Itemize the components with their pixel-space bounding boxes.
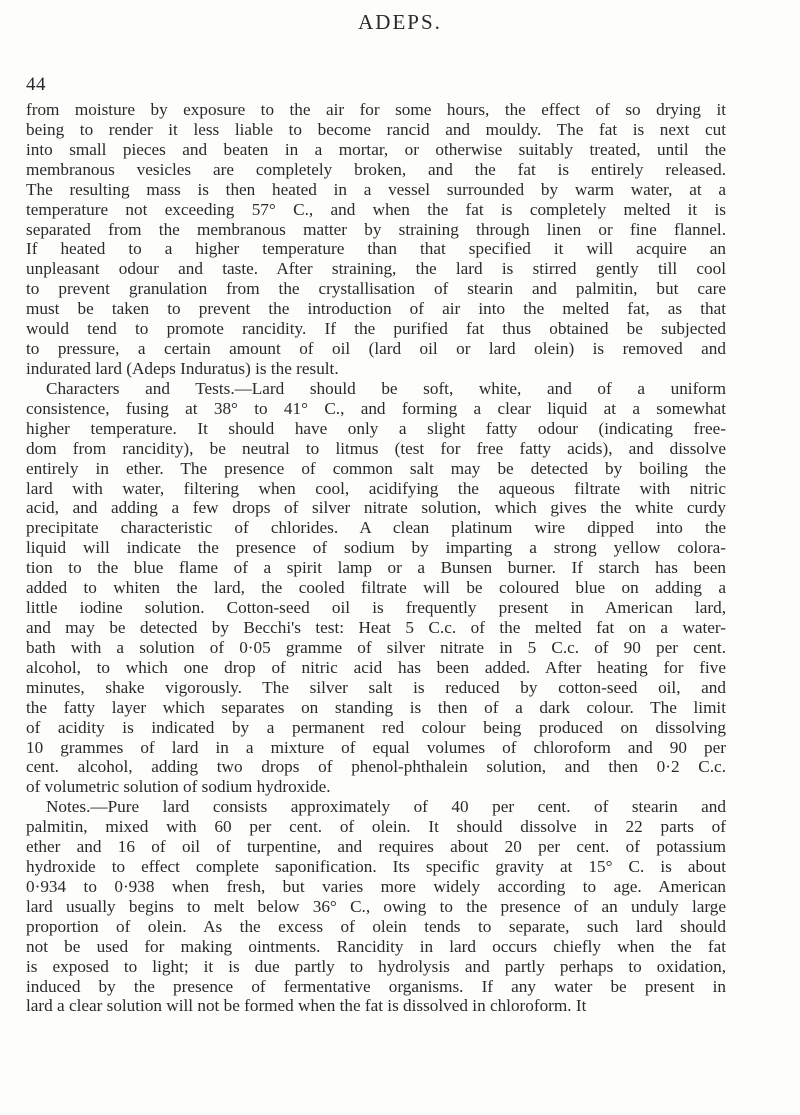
text-line: little iodine solution. Cotton-seed oil is frequently present in American lard, [26, 598, 726, 618]
text-line: bath with a solution of 0·05 gramme of silver nitrate in 5 C.c. of 90 per cent. [26, 637, 726, 657]
text-line: temperature not exceeding 57° C., and when the fat is completely melted it is [26, 199, 726, 219]
text-line: 10 grammes of lard in a mixture of equal volumes of chloroform and 90 per [26, 737, 726, 757]
text-line: lard with water, filtering when cool, acidifying the aqueous filtrate with nitric [26, 478, 726, 498]
text-line: and may be detected by Becchi's test: Heat 5 C.c. of the melted fat on a water- [26, 617, 726, 637]
text-line: from moisture by exposure to the air for some hours, the effect of so drying it [26, 100, 726, 119]
text-line: of acidity is indicated by a permanent red colour being produced on dissolving [26, 717, 726, 737]
text-line: ether and 16 of oil of turpentine, and requires about 20 per cent. of potassium [26, 837, 726, 857]
text-line: separated from the membranous matter by straining through linen or fine flannel. [26, 219, 726, 239]
text-line: If heated to a higher temperature than that specified it will acquire an [26, 239, 726, 259]
paragraph [26, 797, 726, 1016]
text-line: into small pieces and beaten in a mortar, or otherwise suitably treated, until the [26, 139, 726, 159]
text-line: proportion of olein. As the excess of olein tends to separate, such lard should [26, 916, 726, 936]
text-line: 0·934 to 0·938 when fresh, but varies more widely according to age. American [26, 876, 726, 896]
text-line: to pressure, a certain amount of oil (lard oil or lard olein) is removed and [26, 339, 726, 359]
text-line: indurated lard (Adeps Induratus) is the result. [26, 358, 339, 378]
text-line: alcohol, to which one drop of nitric acid has been added. After heating for five [26, 657, 726, 677]
paragraph [26, 100, 726, 379]
text-line: consistence, fusing at 38° to 41° C., and forming a clear liquid at a somewhat [26, 398, 726, 418]
text-line: precipitate characteristic of chlorides. A clean platinum wire dipped into the [26, 518, 726, 538]
text-line: dom from rancidity), be neutral to litmus (test for free fatty acids), and dissolve [26, 438, 726, 458]
text-line: the fatty layer which separates on standing is then of a dark colour. The limit [26, 697, 726, 717]
page-number: 44 [26, 74, 46, 95]
text-line: tion to the blue flame of a spirit lamp or a Bunsen burner. If starch has been [26, 558, 726, 578]
text-line: is exposed to light; it is due partly to hydrolysis and partly perhaps to oxidation, [26, 956, 726, 976]
text-line: added to whiten the lard, the cooled filtrate will be coloured blue on adding a [26, 578, 726, 598]
text-line: The resulting mass is then heated in a vessel surrounded by warm water, at a [26, 179, 726, 199]
text-line: palmitin, mixed with 60 per cent. of olein. It should dissolve in 22 parts of [26, 817, 726, 837]
text-line: to prevent granulation from the crystallisation of stearin and palmitin, but care [26, 279, 726, 299]
text-line: induced by the presence of fermentative organisms. If any water be present in [26, 976, 726, 996]
paragraph [26, 379, 726, 797]
text-line: would tend to promote rancidity. If the purified fat thus obtained be subjected [26, 319, 726, 339]
text-line: not be used for making ointments. Rancidity in lard occurs chiefly when the fat [26, 936, 726, 956]
running-head: ADEPS. [358, 10, 442, 34]
text-line: cent. alcohol, adding two drops of phenol-phthalein solution, and then 0·2 C.c. [26, 757, 726, 777]
text-line: hydroxide to effect complete saponification. Its specific gravity at 15° C. is about [26, 857, 726, 877]
text-line: higher temperature. It should have only a slight fatty odour (indicating free- [26, 418, 726, 438]
text-line: must be taken to prevent the introduction of air into the melted fat, as that [26, 299, 726, 319]
text-line: Characters and Tests.—Lard should be soft, white, and of a uniform [46, 378, 726, 398]
text-line: liquid will indicate the presence of sodium by imparting a strong yellow colora- [26, 538, 726, 558]
text-line: acid, and adding a few drops of silver nitrate solution, which gives the white curdy [26, 498, 726, 518]
text-line: lard usually begins to melt below 36° C., owing to the presence of an unduly large [26, 896, 726, 916]
text-line: being to render it less liable to become rancid and mouldy. The fat is next cut [26, 119, 726, 139]
body-text [26, 100, 726, 1016]
text-line: Notes.—Pure lard consists approximately of 40 per cent. of stearin and [46, 797, 726, 817]
text-line: entirely in ether. The presence of common salt may be detected by boiling the [26, 458, 726, 478]
text-line: of volumetric solution of sodium hydroxide. [26, 777, 331, 797]
text-line: lard a clear solution will not be formed when the fat is dissolved in chloroform. It [26, 996, 587, 1016]
text-line: unpleasant odour and taste. After straining, the lard is stirred gently till cool [26, 259, 726, 279]
text-line: membranous vesicles are completely broken, and the fat is entirely released. [26, 159, 726, 179]
text-line: minutes, shake vigorously. The silver salt is reduced by cotton-seed oil, and [26, 677, 726, 697]
